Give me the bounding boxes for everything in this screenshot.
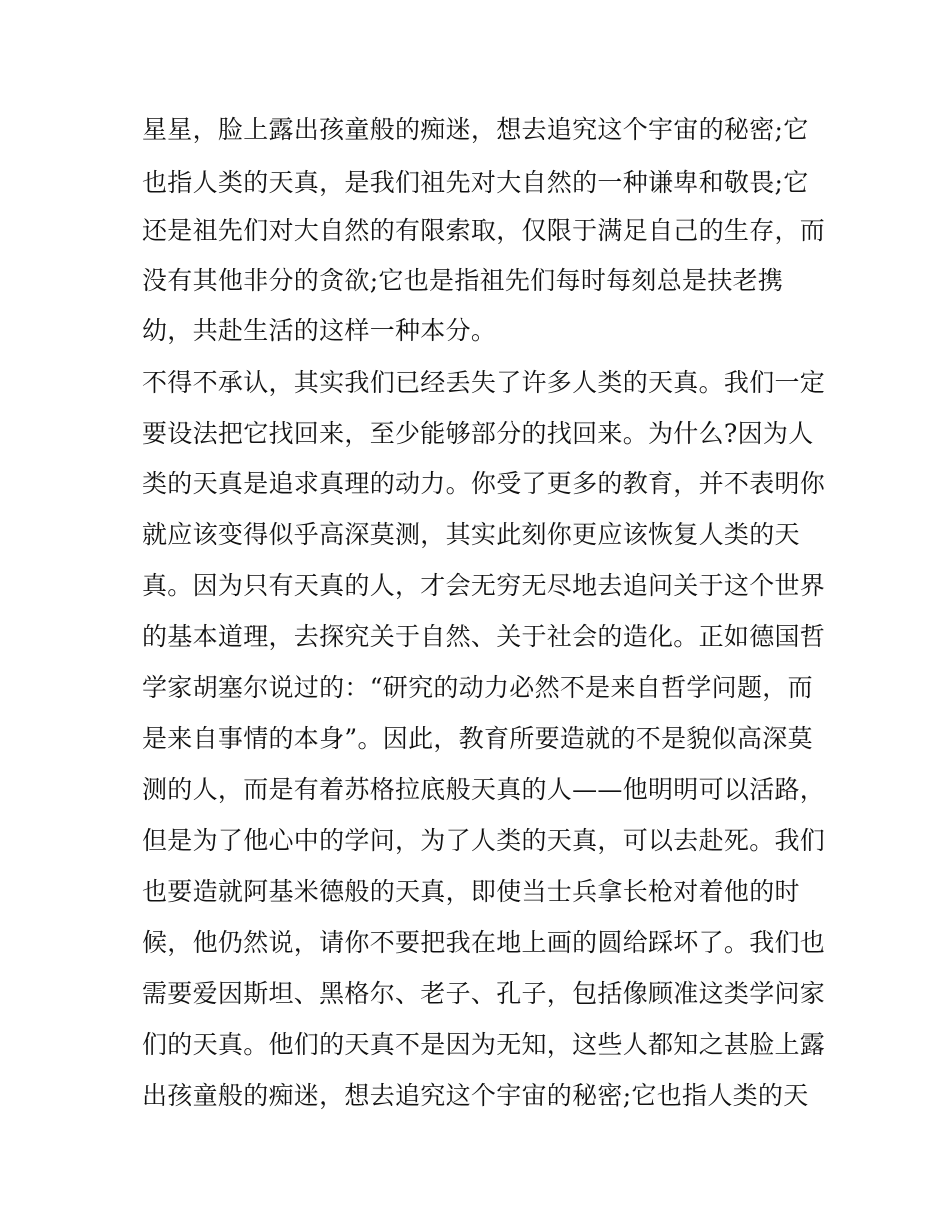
text-line: 但是为了他心中的学问，为了人类的天真，可以去赴死。我们 <box>142 826 826 855</box>
text-line: 也要造就阿基米德般的天真，即使当士兵拿长枪对着他的时 <box>142 877 800 906</box>
text-line: 需要爱因斯坦、黑格尔、老子、孔子，包括像顾准这类学问家 <box>142 979 826 1008</box>
text-line: 出孩童般的痴迷，想去追究这个宇宙的秘密;它也指人类的天 <box>142 1081 809 1110</box>
text-line: 不得不承认，其实我们已经丢失了许多人类的天真。我们一定 <box>142 368 826 397</box>
text-line: 就应该变得似乎高深莫测，其实此刻你更应该恢复人类的天 <box>142 520 800 549</box>
text-line: 是来自事情的本身”。因此，教育所要造就的不是貌似高深莫 <box>142 724 813 753</box>
text-line: 候，他仍然说，请你不要把我在地上画的圆给踩坏了。我们也 <box>142 928 826 957</box>
text-line: 要设法把它找回来，至少能够部分的找回来。为什么?因为人 <box>142 419 814 448</box>
text-line: 还是祖先们对大自然的有限索取，仅限于满足自己的生存，而 <box>142 216 826 245</box>
text-line: 学家胡塞尔说过的：“研究的动力必然不是来自哲学问题，而 <box>142 673 813 702</box>
text-line: 也指人类的天真，是我们祖先对大自然的一种谦卑和敬畏;它 <box>142 168 809 197</box>
text-line: 类的天真是追求真理的动力。你受了更多的教育，并不表明你 <box>142 469 826 498</box>
text-line: 没有其他非分的贪欲;它也是指祖先们每时每刻总是扶老携 <box>142 266 784 295</box>
text-line: 们的天真。他们的天真不是因为无知，这些人都知之甚脸上露 <box>142 1030 826 1059</box>
text-line: 测的人，而是有着苏格拉底般天真的人——他明明可以活路， <box>142 775 826 804</box>
text-line: 真。因为只有天真的人，才会无穷无尽地去追问关于这个世界 <box>142 571 826 600</box>
text-line: 星星，脸上露出孩童般的痴迷，想去追究这个宇宙的秘密;它 <box>142 115 809 144</box>
text-line: 的基本道理，去探究关于自然、关于社会的造化。正如德国哲 <box>142 622 826 651</box>
text-line: 幼，共赴生活的这样一种本分。 <box>142 316 497 345</box>
